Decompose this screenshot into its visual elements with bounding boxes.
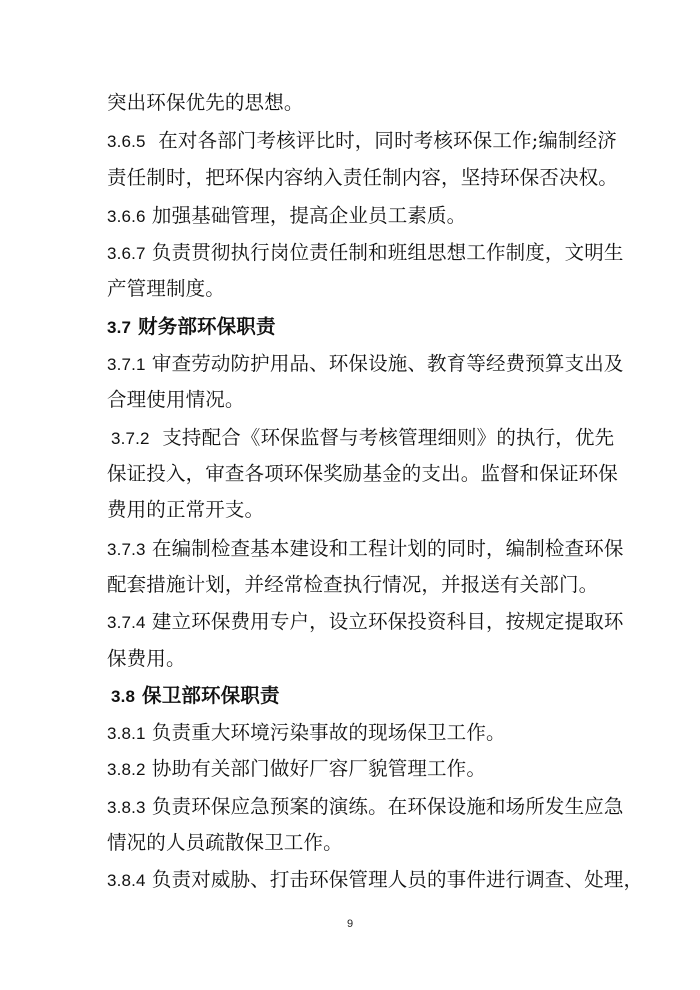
clause-number: 3.7.1 [107, 355, 146, 374]
paragraph-line [107, 647, 607, 671]
clause-number: 3.8.1 [107, 724, 146, 743]
clause-number: 3.8.4 [107, 871, 146, 890]
clause-number: 3.8.3 [107, 798, 146, 817]
line-text: 合理使用情况。 [107, 388, 245, 411]
clause-number: 3.6.7 [107, 244, 146, 263]
clause-number: 3.6.6 [107, 207, 146, 226]
clause-3-6-7 [107, 241, 624, 266]
section-heading-3-7 [107, 315, 607, 340]
line-text: 建立环保费用专户，设立环保投资科目，按规定提取环 [151, 610, 624, 633]
line-text: 在对各部门考核评比时，同时考核环保工作;编制经济 [158, 129, 617, 152]
line-text: 产管理制度。 [107, 277, 225, 300]
paragraph-line [107, 91, 607, 115]
clause-number: 3.8.2 [107, 760, 146, 779]
clause-3-8-3 [107, 795, 624, 820]
line-text: 情况的人员疏散保卫工作。 [107, 831, 343, 854]
clause-3-6-5 [107, 129, 617, 154]
paragraph-line [107, 462, 618, 486]
line-text: 在编制检查基本建设和工程计划的同时，编制检查环保 [151, 537, 624, 560]
section-heading-3-8 [111, 684, 611, 709]
clause-number: 3.7.3 [107, 540, 146, 559]
clause-3-6-6 [107, 204, 607, 229]
line-text: 责任制时，把环保内容纳入责任制内容，坚持环保否决权。 [107, 166, 618, 189]
paragraph-line [107, 277, 607, 301]
clause-number: 3.7.2 [111, 429, 150, 448]
line-text: 协助有关部门做好厂容厂貌管理工作。 [151, 757, 486, 780]
section-number: 3.8 [111, 687, 136, 706]
line-text: 加强基础管理，提高企业员工素质。 [151, 204, 467, 227]
paragraph-line [107, 573, 607, 597]
clause-3-8-4 [107, 868, 644, 893]
heading-text: 保卫部环保职责 [142, 684, 280, 707]
section-number: 3.7 [107, 318, 132, 337]
clause-3-7-3 [107, 537, 624, 562]
line-text: 负责环保应急预案的演练。在环保设施和场所发生应急 [151, 795, 624, 818]
line-text: 审查劳动防护用品、环保设施、教育等经费预算支出及 [151, 352, 624, 375]
clause-number: 3.6.5 [107, 132, 146, 151]
paragraph-line [107, 166, 618, 190]
line-text: 负责贯彻执行岗位责任制和班组思想工作制度，文明生 [151, 241, 624, 264]
line-text: 负责对威胁、打击环保管理人员的事件进行调查、处理， [151, 868, 644, 891]
line-text: 支持配合《环保监督与考核管理细则》的执行，优先 [162, 426, 615, 449]
line-text: 突出环保优先的思想。 [107, 91, 304, 114]
line-text: 保费用。 [107, 647, 186, 670]
clause-3-7-4 [107, 610, 624, 635]
clause-3-8-2 [107, 757, 607, 782]
heading-text: 财务部环保职责 [138, 315, 276, 338]
paragraph-line [107, 831, 607, 855]
clause-3-7-1 [107, 352, 624, 377]
line-text: 保证投入，审查各项环保奖励基金的支出。监督和保证环保 [107, 462, 618, 485]
clause-3-7-2 [111, 426, 615, 451]
page-number: 9 [346, 918, 354, 930]
clause-3-8-1 [107, 721, 607, 746]
line-text: 费用的正常开支。 [107, 498, 265, 521]
paragraph-line [107, 498, 607, 522]
line-text: 配套措施计划，并经常检查执行情况，并报送有关部门。 [107, 573, 599, 596]
line-text: 负责重大环境污染事故的现场保卫工作。 [151, 721, 506, 744]
clause-number: 3.7.4 [107, 613, 146, 632]
paragraph-line [107, 388, 607, 412]
